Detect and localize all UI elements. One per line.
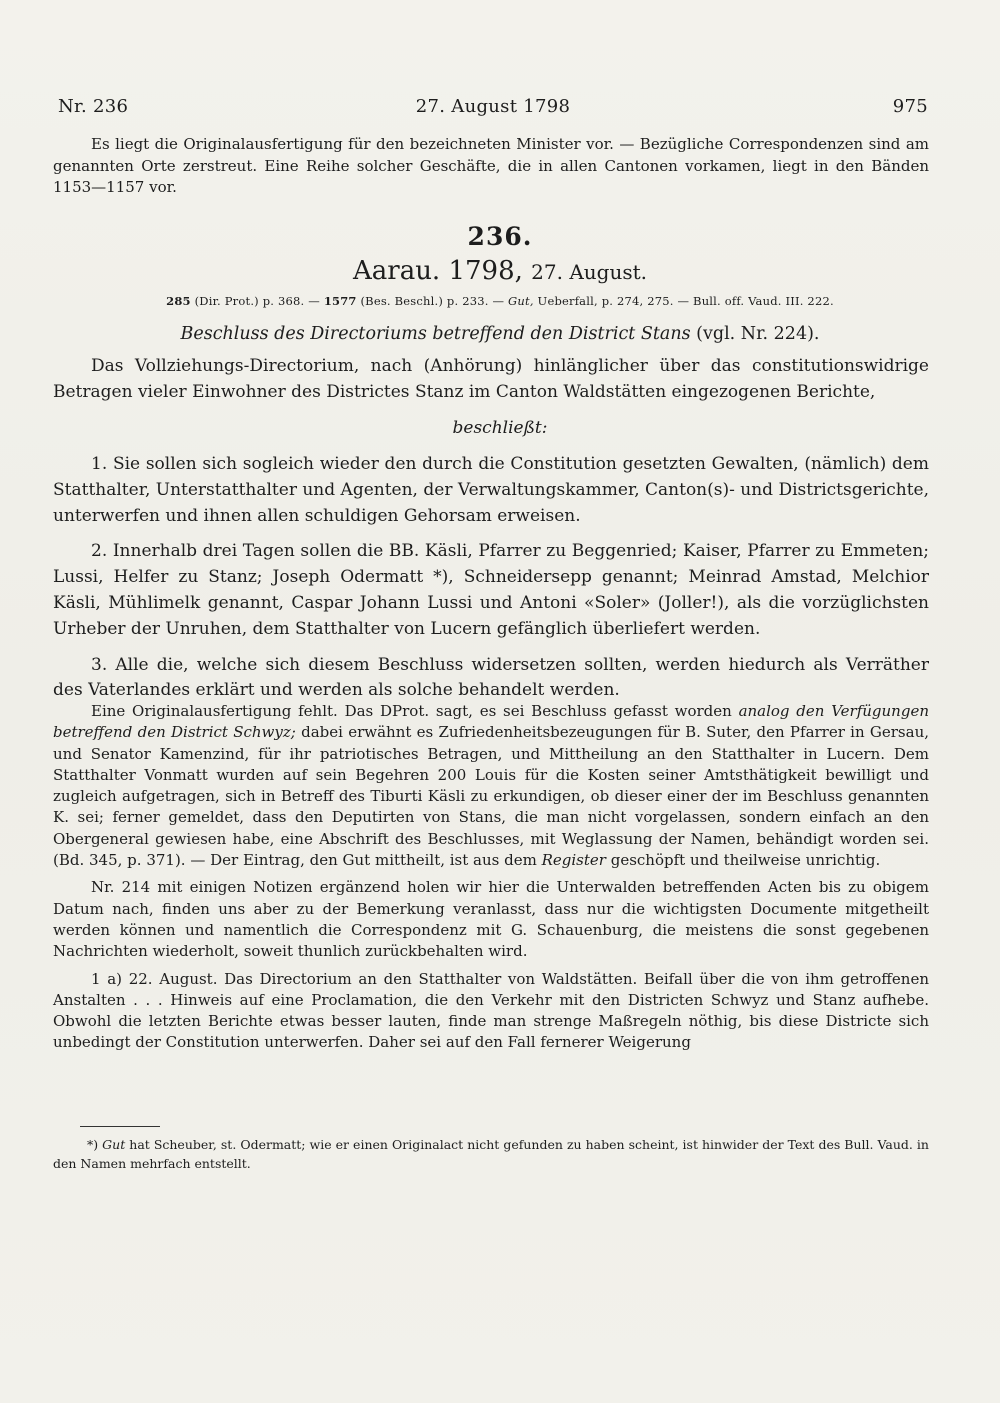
note-1-italic-register: Register	[541, 851, 606, 870]
decides-heading: beschließt:	[452, 418, 548, 438]
resolution-item-1: 1. Sie sollen sich sogleich wieder den durch die Constitution gesetzten Gewalten, (nämlich) dem Statthalter, Unterstatthalter und Agenten, der Verwaltungskammer, Canton(s)- und Districtsgerichte, unterwerfen und ihnen allen schuldigen Gehorsam erweisen.	[53, 454, 929, 526]
source-a-text: (Dir. Prot.) p. 368. —	[194, 294, 320, 308]
document-year: 1798,	[448, 256, 523, 286]
note-1-part-b: dabei erwähnt es Zufriedenheitsbezeugungen für B. Suter, den Pfarrer in Gersau, und Senator Kamenzind, für ihr patriotisches Betragen, und Mittheilung an den Statthalter in Lucern. Dem Statthalter Vonmatt wurden auf sein Begehren 200 Louis für die Kosten seiner Amtsthätigkeit bewilligt und zugleich aufgetragen, sich in Betreff des Tiburti Käsli zu erkundigen, ob dieser einer der im Beschluss genannten K. sei; ferner gemeldet, dass den Deputirten von Stans, die man nicht vorgelassen, sondern einfach an den Obergeneral gewiesen habe, eine Abschrift des Beschlusses, mit Weglassung der Namen, behändigt worden sei. (Bd. 345, p. 371). — Der Eintrag, den Gut mittheilt, ist aus dem	[53, 723, 929, 870]
header-document-number: Nr. 236	[58, 96, 129, 117]
footnote	[53, 1135, 929, 1173]
source-c-author: Gut,	[508, 294, 534, 308]
header-page-number: 975	[892, 96, 928, 117]
source-b-text: (Bes. Beschl.) p. 233. —	[360, 294, 505, 308]
intro-note	[53, 134, 929, 199]
document-day: 27. August.	[531, 260, 648, 284]
preamble	[53, 354, 929, 406]
footnote-marker: *)	[87, 1137, 99, 1152]
note-paragraph-1	[53, 701, 929, 871]
resolution-item-3: 3. Alle die, welche sich diesem Beschluss widersetzen sollten, werden hiedurch als Verräther des Vaterlandes erklärt und werden als solche behandelt werden.	[53, 654, 929, 701]
note-1-part-a: Eine Originalausfertigung fehlt. Das DProt. sagt, es sei Beschluss gefasst worden	[91, 702, 732, 720]
document-sources	[0, 294, 1000, 308]
document-subject	[0, 324, 1000, 344]
subject-reference: (vgl. Nr. 224).	[696, 324, 820, 344]
resolution-item-2: 2. Innerhalb drei Tagen sollen die BB. Käsli, Pfarrer zu Beggenried; Kaiser, Pfarrer zu Emmeten; Lussi, Helfer zu Stanz; Joseph Odermatt *), Schneidersepp genannt; Meinrad Amstad, Melchior Käsli, Mühlimelk genannt, Caspar Johann Lussi und Antoni «Soler» (Joller!), als die vorzüglichsten Urheber der Unruhen, dem Statthalter von Lucern gefänglich überliefert werden.	[53, 541, 929, 639]
header-date: 27. August 1798	[415, 96, 571, 117]
intro-paragraph: Es liegt die Originalausfertigung für den bezeichneten Minister vor. — Bezügliche Correspondenzen sind am genannten Orte zerstreut. Eine Reihe solcher Geschäfte, die in allen Cantonen vorkamen, liegt in den Bänden 1153—1157 vor.	[53, 135, 929, 197]
subject-title: Beschluss des Directoriums betreffend den District Stans	[180, 324, 691, 344]
source-b-number: 1577	[323, 294, 357, 308]
footnote-author: Gut	[102, 1137, 126, 1152]
footnote-divider	[80, 1126, 160, 1127]
document-place-date	[0, 256, 1000, 286]
source-c-text: Ueberfall, p. 274, 275. — Bull. off. Vaud. III. 222.	[537, 294, 834, 308]
note-1-part-c: geschöpft und theilweise unrichtig.	[610, 851, 881, 870]
note-1-italic: analog den Verfügungen betreffend den District Schwyz;	[53, 702, 929, 742]
footnote-text: hat Scheuber, st. Odermatt; wie er einen Originalact nicht gefunden zu haben scheint, ist hinwider der Text des Bull. Vaud. in den Namen mehrfach entstellt.	[53, 1137, 929, 1171]
resolution-items	[53, 452, 929, 704]
note-paragraph-2: Nr. 214 mit einigen Notizen ergänzend holen wir hier die Unterwalden betreffenden Acten bis zu obigem Datum nach, finden uns aber zu der Bemerkung veranlasst, dass nur die wichtigsten Documente mitgetheilt werden können und namentlich die Correspondenz mit G. Schauenburg, die meistens die sonst gegebenen Nachrichten wiederholt, soweit thunlich zurückbehalten wird.	[53, 878, 929, 961]
editorial-notes	[53, 701, 929, 1054]
preamble-paragraph: Das Vollziehungs-Directorium, nach (Anhörung) hinlänglicher über das constitutionswidrige Betragen vieler Einwohner des Districtes Stanz im Canton Waldstätten eingezogenen Berichte,	[53, 356, 929, 402]
document-place: Aarau.	[352, 256, 441, 286]
page-header	[58, 96, 928, 122]
document-number: 236.	[467, 222, 533, 251]
note-paragraph-3: 1 a) 22. August. Das Directorium an den Statthalter von Waldstätten. Beifall über die von ihm getroffenen Anstalten . . . Hinweis auf eine Proclamation, die den Verkehr mit den Districten Schwyz und Stanz aufhebe. Obwohl die letzten Berichte etwas besser lauten, finde man strenge Maßregeln nöthig, bis diese Districte sich unbedingt der Constitution unterwerfen. Daher sei auf den Fall fernerer Weigerung	[53, 969, 929, 1052]
source-a-number: 285	[166, 294, 191, 308]
